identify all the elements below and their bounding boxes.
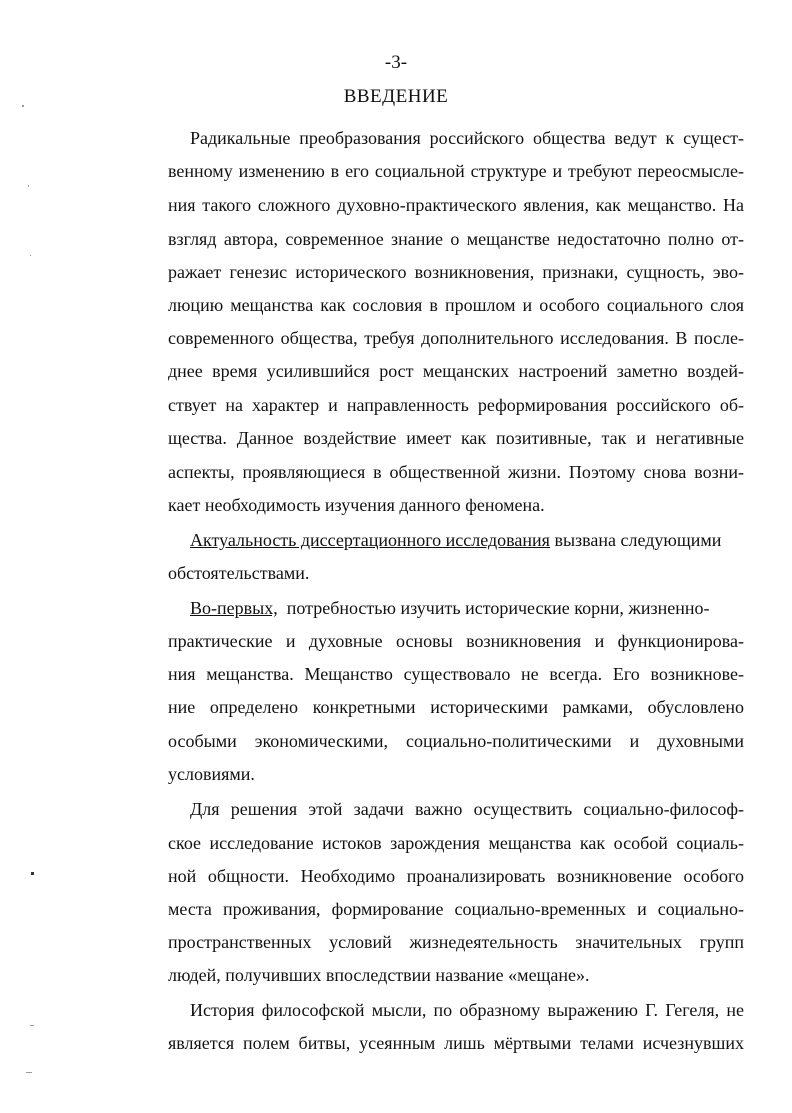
text-line (190, 528, 744, 552)
text-line: кает необходимость изучения данного феномена. (168, 495, 545, 515)
underlined-term: Во-первых, (190, 598, 278, 618)
text-line: ния мещанства. Мещанство существовало не всегда. Его возникнове- (168, 664, 744, 684)
text-line: места проживания, формирование социально-временных и социально- (168, 899, 744, 919)
text-line: пространственных условий жизнедеятельность значительных групп (168, 932, 744, 952)
text-line: аспекты, проявляющиеся в общественной жизни. Поэтому снова возни- (168, 462, 744, 482)
text-line: обстоятельствами. (168, 563, 310, 583)
text-line: ние определено конкретными историческими рамками, обусловлено (168, 697, 744, 717)
text-line (190, 596, 744, 620)
page-title: ВВЕДЕНИЕ (343, 86, 449, 107)
scan-speck (28, 185, 29, 187)
text-line: современного общества, требуя дополнительного исследования. В после- (168, 328, 744, 348)
text-line: люцию мещанства как сословия в прошлом и особого социального слоя (168, 295, 744, 315)
text-line: практические и духовные основы возникновения и функционирова- (168, 631, 744, 651)
scan-speck (22, 105, 24, 107)
text-line: венному изменению в его социальной структуре и требуют переосмысле- (168, 161, 744, 181)
text-line: условиями. (168, 764, 255, 784)
scan-speck (26, 1072, 32, 1073)
text-line: людей, получивших впоследствии название «мещане». (168, 965, 590, 985)
text-run: потребностью изучить исторические корни, жизненно- (277, 598, 710, 618)
text-line: днее время усилившийся рост мещанских настроений заметно воздей- (168, 361, 744, 381)
text-line: щества. Данное воздействие имеет как позитивные, так и негативные (168, 428, 744, 448)
text-line: взгляд автора, современное знание о мещанстве недостаточно полно от- (168, 229, 744, 249)
text-line: является полем битвы, усеянным лишь мёртвыми телами исчезнувших (168, 1033, 744, 1053)
text-line: ское исследование истоков зарождения мещанства как особой социаль- (168, 833, 744, 853)
text-run: вызвана следующими (549, 530, 722, 550)
text-line: История философской мысли, по образному выражению Г. Гегеля, не (190, 1000, 744, 1020)
page-number: -3- (384, 52, 408, 73)
text-line: особыми экономическими, социально-политическими и духовными (168, 731, 744, 751)
scan-speck (31, 872, 34, 875)
text-line: ния такого сложного духовно-практического явления, как мещанство. На (168, 195, 744, 215)
scan-speck (30, 1025, 34, 1026)
text-line: ной общности. Необходимо проанализировать возникновение особого (168, 866, 744, 886)
scan-speck (30, 255, 31, 256)
text-line: Радикальные преобразования российского общества ведут к сущест- (190, 128, 744, 148)
text-line: Для решения этой задачи важно осуществить социально-философ- (190, 799, 744, 819)
text-line: ствует на характер и направленность реформирования российского об- (168, 395, 744, 415)
text-line: ражает генезис исторического возникновения, признаки, сущность, эво- (168, 262, 744, 282)
underlined-term: Актуальность диссертационного исследования (190, 530, 550, 550)
